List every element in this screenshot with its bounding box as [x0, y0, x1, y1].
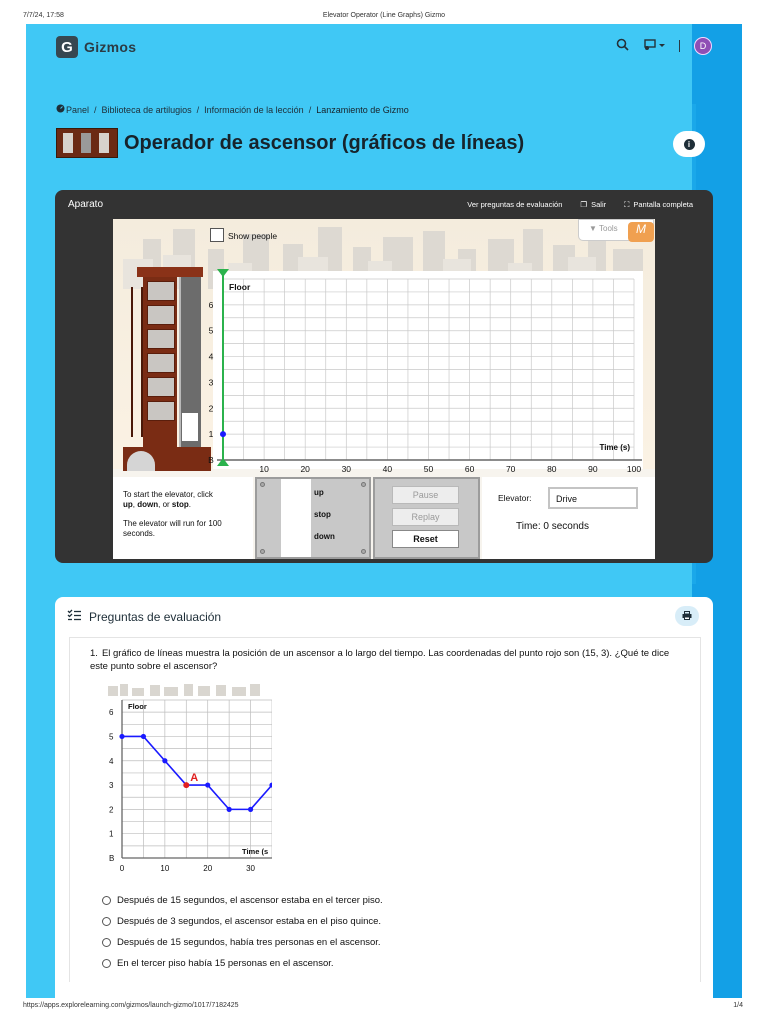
answer-option-text: Después de 3 segundos, el ascensor estaba en el piso quince.	[117, 916, 382, 927]
instr-down: down	[137, 500, 159, 509]
breadcrumb-separator: /	[308, 104, 312, 115]
page-title: Operador de ascensor (gráficos de líneas)	[124, 131, 525, 154]
answer-option[interactable]	[102, 890, 383, 911]
y-tick-label: 1	[208, 429, 214, 440]
info-button[interactable]	[673, 131, 705, 157]
fullscreen-button[interactable]	[624, 200, 693, 210]
class-menu-icon[interactable]	[643, 39, 665, 54]
x-tick-label: 0	[119, 864, 125, 873]
data-point	[119, 734, 124, 739]
elevator-control-panel	[255, 477, 371, 559]
skyline-building	[108, 686, 118, 696]
y-tick-label: 5	[109, 732, 114, 742]
info-icon: i	[684, 139, 695, 150]
y-tick-label: 6	[109, 708, 114, 718]
question-line-chart	[104, 684, 272, 880]
skyline-building	[132, 688, 144, 696]
tools-logo-icon: M	[628, 222, 654, 242]
assessment-questions	[55, 597, 713, 998]
fullscreen-label: Pantalla completa	[633, 200, 693, 209]
y-tick-label: 4	[208, 351, 214, 362]
x-tick-label: 20	[300, 464, 310, 474]
skyline-building	[250, 684, 260, 696]
y-tick-label: 3	[109, 781, 114, 791]
instr-stop: stop	[171, 500, 189, 509]
screw	[260, 549, 265, 554]
y-tick-label: 4	[109, 756, 114, 766]
screw	[361, 482, 366, 487]
instructions-line-1: To start the elevator, click	[123, 490, 213, 499]
y-axis-label: Floor	[128, 702, 147, 711]
elevator-position-point	[220, 431, 226, 437]
x-tick-label: 10	[160, 864, 170, 873]
skyline-building	[120, 684, 128, 696]
radio-button[interactable]	[102, 959, 111, 968]
fullscreen-icon: ⛶	[624, 200, 630, 209]
answer-option-text: En el tercer piso había 15 personas en el ascensor.	[117, 958, 334, 969]
y-axis-label: Floor	[229, 282, 251, 292]
instructions-run-time: The elevator will run for 100 seconds.	[123, 519, 222, 538]
question-card	[69, 637, 701, 982]
print-url: https://apps.explorelearning.com/gizmos/launch-gizmo/1017/7182425	[23, 1002, 239, 1009]
answer-option-text: Después de 15 segundos, había tres personas en el ascensor.	[117, 937, 381, 948]
exit-button[interactable]	[580, 200, 606, 210]
instr-up: up	[123, 500, 133, 509]
x-tick-label: 60	[464, 464, 475, 474]
apparatus-actions	[467, 200, 693, 210]
highlight-point	[183, 782, 189, 788]
x-tick-label: 10	[259, 464, 269, 474]
pause-button[interactable]: Pause	[392, 486, 459, 504]
playback-panel	[373, 477, 480, 559]
logo-text: Gizmos	[84, 39, 137, 55]
instr-end: .	[188, 500, 192, 509]
view-questions-link[interactable]: Ver preguntas de evaluación	[467, 200, 563, 209]
skyline-building	[150, 685, 160, 696]
logo-mark: G	[56, 36, 78, 58]
instructions-panel	[113, 477, 253, 559]
skyline-building	[232, 687, 246, 696]
floor-time-graph	[113, 219, 655, 477]
answer-option[interactable]	[102, 911, 383, 932]
y-tick-label: 2	[109, 805, 114, 815]
print-timestamp: 7/7/24, 17:58	[23, 12, 64, 19]
x-tick-label: 20	[203, 864, 213, 873]
data-point	[205, 782, 210, 787]
top-bar-actions	[616, 37, 712, 55]
x-tick-label: 30	[246, 864, 256, 873]
print-page-number: 1/4	[733, 1002, 743, 1009]
y-tick-label: B	[208, 455, 214, 465]
data-point	[248, 807, 253, 812]
breadcrumb-panel[interactable]: Panel	[66, 104, 90, 115]
top-bar	[26, 24, 742, 72]
top-bar-separator	[679, 40, 680, 52]
y-tick-label: 2	[208, 403, 214, 414]
breadcrumb-current: Lanzamiento de Gizmo	[316, 104, 409, 115]
data-point	[162, 758, 167, 763]
screw	[260, 482, 265, 487]
radio-button[interactable]	[102, 938, 111, 947]
chevron-down-icon: ▼	[589, 224, 597, 233]
breadcrumb-library[interactable]: Biblioteca de artilugios	[101, 104, 192, 115]
up-button[interactable]: up	[314, 488, 324, 497]
answer-options	[102, 890, 383, 974]
radio-button[interactable]	[102, 917, 111, 926]
down-button[interactable]: down	[314, 532, 335, 541]
screw	[361, 549, 366, 554]
apparatus-title: Aparato	[68, 199, 104, 210]
skyline-building	[164, 687, 178, 696]
x-axis-label: Time (s)	[599, 443, 630, 452]
status-panel	[482, 477, 655, 559]
y-tick-label: 3	[208, 377, 214, 388]
x-axis-label: Time (s	[242, 847, 269, 856]
highlight-label: A	[190, 772, 199, 785]
elevator-mode-select[interactable]	[548, 487, 638, 509]
data-point	[227, 807, 232, 812]
x-tick-label: 50	[423, 464, 434, 474]
control-strip	[281, 479, 311, 557]
y-tick-label: 6	[208, 299, 214, 310]
data-point	[141, 734, 146, 739]
answer-option[interactable]	[102, 953, 383, 974]
y-tick-label: B	[109, 854, 115, 863]
answer-option[interactable]	[102, 932, 383, 953]
gizmo-page	[26, 24, 742, 998]
title-row	[56, 128, 524, 158]
breadcrumb-lesson-info[interactable]: Información de la lección	[204, 104, 304, 115]
x-tick-label: 100	[626, 464, 642, 474]
print-button[interactable]	[675, 606, 699, 626]
questions-header	[67, 609, 221, 624]
questions-title: Preguntas de evaluación	[89, 609, 222, 624]
elevator-mode-value: Drive	[556, 494, 578, 504]
answer-option-text: Después de 15 segundos, el ascensor estaba en el tercer piso.	[117, 895, 383, 906]
radio-button[interactable]	[102, 896, 111, 905]
search-icon[interactable]	[616, 38, 629, 54]
x-tick-label: 70	[505, 464, 516, 474]
reset-button[interactable]: Reset	[392, 530, 459, 548]
exit-icon: ❐	[580, 200, 588, 209]
simulation-area	[113, 219, 655, 559]
skyline-building	[198, 686, 210, 696]
time-readout: Time: 0 seconds	[516, 521, 589, 532]
instr-sep: ,	[132, 500, 138, 509]
print-header	[0, 0, 768, 22]
instructions-line-2	[123, 500, 253, 510]
gizmo-thumbnail	[56, 128, 118, 158]
checklist-icon	[67, 609, 81, 624]
breadcrumb-separator: /	[196, 104, 200, 115]
apparatus-header	[55, 190, 713, 218]
skyline-building	[216, 685, 226, 696]
show-people-label: Show people	[228, 231, 278, 241]
question-number: 1.	[90, 648, 98, 659]
question-1-text	[90, 648, 670, 673]
gizmos-logo[interactable]	[56, 36, 136, 58]
print-doc-title: Elevator Operator (Line Graphs) Gizmo	[322, 12, 446, 19]
y-tick-label: 5	[208, 325, 214, 336]
x-tick-label: 40	[382, 464, 393, 474]
x-tick-label: 30	[341, 464, 352, 474]
graph-background	[213, 271, 643, 469]
dashboard-icon	[56, 104, 65, 115]
x-tick-label: 90	[588, 464, 598, 474]
replay-button[interactable]: Replay	[392, 508, 459, 526]
skyline-building	[184, 684, 193, 696]
stop-button[interactable]: stop	[314, 510, 331, 519]
tools-label: Tools	[599, 224, 618, 233]
apparatus-panel	[55, 190, 713, 563]
x-tick-label: 80	[547, 464, 557, 474]
printer-icon	[682, 611, 692, 622]
elevator-label: Elevator:	[498, 493, 532, 503]
breadcrumb	[56, 104, 409, 115]
user-avatar[interactable]: D	[694, 37, 712, 55]
y-tick-label: 1	[109, 829, 114, 839]
exit-label: Salir	[591, 200, 607, 209]
instr-sep: , or	[158, 500, 172, 509]
question-1-body: El gráfico de líneas muestra la posición de un ascensor a lo largo del tiempo. Las coordenadas del punto rojo son (15, 3). ¿Qué te dice este punto sobre el ascensor?	[90, 648, 670, 672]
breadcrumb-separator: /	[94, 104, 97, 115]
